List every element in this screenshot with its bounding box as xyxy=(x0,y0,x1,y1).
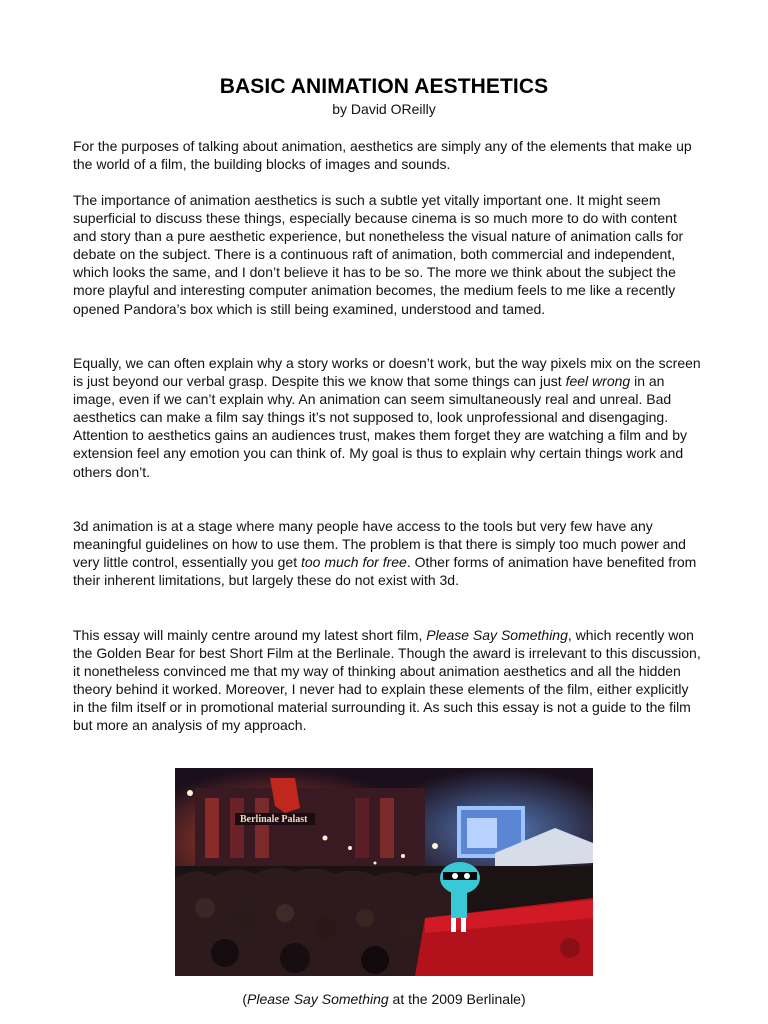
caption-film-title: Please Say Something xyxy=(247,991,389,1007)
emphasis-text: too much for free xyxy=(301,554,407,571)
paragraph-3d-tools xyxy=(73,517,703,589)
berlinale-photo-illustration xyxy=(175,768,593,976)
paragraph-text: . Other forms of animation have benefited from their inherent limitations, but largely these do not exist with 3d. xyxy=(73,554,697,589)
paragraph-intro: For the purposes of talking about animation, aesthetics are simply any of the elements that make up the world of a film, the building blocks of images and sounds. xyxy=(73,138,692,173)
paragraph-text: , which recently won the Golden Bear for best Short Film at the Berlinale. Though the award is irrelevant to this discussion, it nonetheless convinced me that my way of thinking about animation aesthetics and all the hidden theory behind it worked. Moreover, I never had to explain these elements of the film, either explicitly in the film itself or in promotional material surrounding it. As such this essay is not a guide to the film but more an analysis of my approach. xyxy=(73,627,701,734)
paragraph-text: Equally, we can often explain why a story works or doesn’t work, but the way pixels mix on the screen is just beyond our verbal grasp. Despite this we know that some things can just xyxy=(73,355,701,390)
palast-building xyxy=(195,778,425,873)
paragraph-essay-scope xyxy=(73,626,703,735)
emphasis-text: Please Say Something xyxy=(426,627,568,643)
paragraph-importance: The importance of animation aesthetics is such a subtle yet vitally important one. It might seem superficial to discuss these things, especially because cinema is so much more to do with content and story than a pure aesthetic experience, but nonetheless the visual nature of animation calls for debate on the subject. There is a continuous raft of animation, both commercial and independent, which looks the same, and I don’t believe it has to be so. The more we think about the subject the more playful and interesting computer animation becomes, the medium feels to me like a recently opened Pandora’s box which is still being examined, understood and tamed. xyxy=(73,192,684,317)
paragraph-text: 3d animation is at a stage where many people have access to the tools but very few have any meaningful guidelines on how to use them. The problem is that there is simply too much power and very little control, essentially you get xyxy=(73,518,686,571)
berlinale-palast-sign: Berlinale Palast xyxy=(240,814,308,825)
berlinale-photo xyxy=(175,768,593,976)
author-byline: by David OReilly xyxy=(332,101,436,117)
paragraph-text: in an image, even if we can’t explain why. An animation can seem simultaneously real and unreal. Bad aesthetics can make a film say things it’s not supposed to, look unprofessional and disengaging. Attention to aesthetics gains an audiences trust, makes them forget they are watching a film and by extension feel any emotion you can think of. My goal is thus to explain why certain things work and others don’t. xyxy=(73,373,688,480)
paragraph-text: This essay will mainly centre around my latest short film, xyxy=(73,627,427,643)
photo-caption xyxy=(0,991,768,1007)
paragraph-feel-wrong xyxy=(73,354,703,481)
caption-text: ( xyxy=(242,991,248,1007)
emphasis-text: feel wrong xyxy=(565,373,631,390)
caption-text: at the 2009 Berlinale) xyxy=(388,991,526,1007)
document-title: BASIC ANIMATION AESTHETICS xyxy=(219,75,549,98)
